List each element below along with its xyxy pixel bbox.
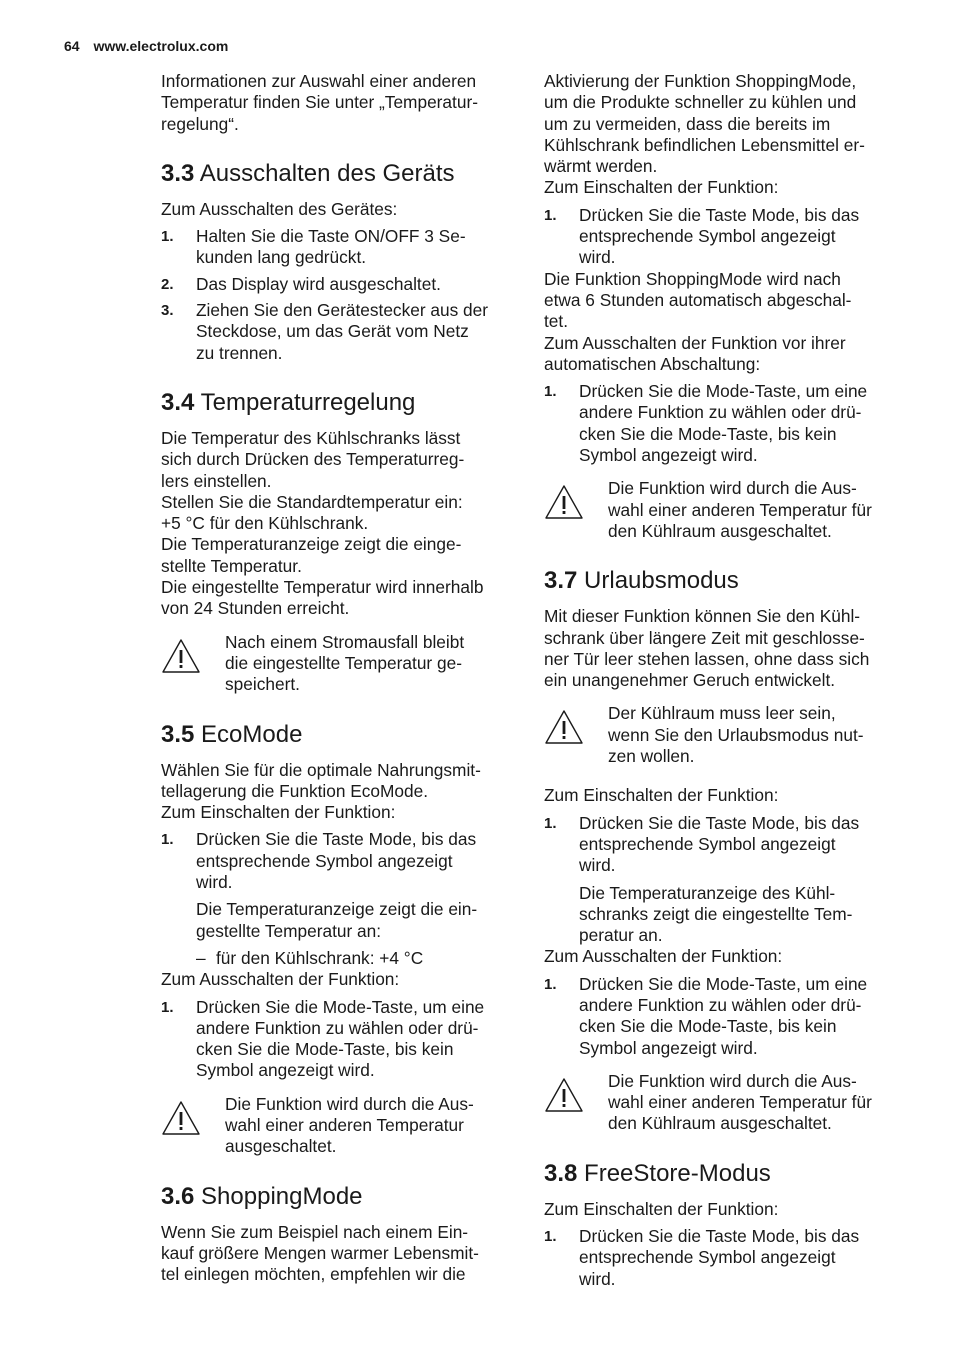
warning-note: Die Funktion wird durch die Aus- wahl einer anderen Temperatur für den Kühlraum ausgeschaltet.: [544, 478, 896, 542]
left-column: [161, 71, 513, 1285]
page-header: [64, 38, 228, 54]
right-column: [544, 71, 896, 1290]
list-item: 1. Drücken Sie die Mode-Taste, um eine andere Funktion zu wählen oder drü- cken Sie die Mode-Taste, bis kein Symbol angezeigt wird.: [161, 996, 485, 1081]
step-note: Die Temperaturanzeige des Kühl- schranks zeigt die eingestellte Tem- peratur an.: [579, 882, 853, 946]
intro-paragraph: Informationen zur Auswahl einer anderen Temperatur finden Sie unter „Temperatur- regelung“.: [161, 71, 478, 134]
paragraph: Aktivierung der Funktion ShoppingMode, um die Produkte schneller zu kühlen und um zu vermeiden, dass die bereits im Kühlschrank befindlichen Lebensmittel er- wärmt werden. Zum Einschalten der Funktion:: [544, 71, 865, 198]
warning-note: Die Funktion wird durch die Aus- wahl einer anderen Temperatur für den Kühlraum ausgeschaltet.: [544, 1071, 896, 1135]
section-heading-3-5: 3.5 EcoMode: [161, 720, 303, 748]
paragraph: Wählen Sie für die optimale Nahrungsmit- tellagerung die Funktion EcoMode. Zum Einschalten der Funktion:: [161, 759, 481, 823]
list-item: 1. Drücken Sie die Taste Mode, bis das entsprechende Symbol angezeigt wird.: [544, 204, 860, 268]
section-heading-3-7: 3.7 Urlaubsmodus: [544, 567, 739, 595]
paragraph: Die Funktion ShoppingMode wird nach etwa 6 Stunden automatisch abgeschal- tet. Zum Ausschalten der Funktion vor ihrer automatischen Abschaltung:: [544, 268, 852, 374]
paragraph: Die Temperatur des Kühlschranks lässt sich durch Drücken des Temperaturreg- lers einstellen. Stellen Sie die Standardtemperatur ein: +5 °C für den Kühlschrank. Die Temperaturanzeige zeigt die einge- stellte Temperatur. Die eingestellte Temperatur wird innerhalb von 24 Stunden erreicht.: [161, 427, 484, 619]
step-note: Die Temperaturanzeige zeigt die ein- gestellte Temperatur an:: [196, 899, 478, 941]
warning-icon: [544, 703, 608, 745]
paragraph: Wenn Sie zum Beispiel nach einem Ein- kauf größere Mengen warmer Lebensmit- tel einlegen möchten, empfehlen wir die: [161, 1221, 479, 1285]
page-number: 64: [64, 38, 80, 54]
warning-note: Der Kühlraum muss leer sein, wenn Sie den Urlaubsmodus nut- zen wollen.: [544, 703, 896, 767]
list-item: 3. Ziehen Sie den Gerätestecker aus der Steckdose, um das Gerät vom Netz zu trennen.: [161, 300, 489, 363]
list-item: 1. Halten Sie die Taste ON/OFF 3 Se- kunden lang gedrückt.: [161, 226, 466, 268]
warning-icon: [161, 1094, 225, 1136]
list-item: 1. Drücken Sie die Taste Mode, bis das entsprechende Symbol angezeigt wird.: [544, 1226, 860, 1289]
warning-note: Nach einem Stromausfall bleibt die eingestellte Temperatur ge- speichert.: [161, 632, 513, 696]
warning-icon: [544, 478, 608, 520]
instruction-intro: Zum Ausschalten der Funktion:: [161, 969, 400, 990]
instruction-intro: Zum Einschalten der Funktion:: [544, 785, 779, 806]
list-item: 1. Drücken Sie die Mode-Taste, um eine andere Funktion zu wählen oder drü- cken Sie die Mode-Taste, bis kein Symbol angezeigt wird.: [544, 381, 868, 466]
instruction-intro: Zum Ausschalten der Funktion:: [544, 946, 783, 967]
section-heading-3-4: 3.4 Temperaturregelung: [161, 388, 416, 416]
section-heading-3-8: 3.8 FreeStore-Modus: [544, 1159, 771, 1187]
warning-icon: [544, 1071, 608, 1113]
website-url: www.electrolux.com: [93, 38, 229, 54]
warning-icon: [161, 632, 225, 674]
warning-note: Die Funktion wird durch die Aus- wahl einer anderen Temperatur ausgeschaltet.: [161, 1094, 513, 1158]
list-item: 2. Das Display wird ausgeschaltet.: [161, 273, 441, 294]
dash-item: – für den Kühlschrank: +4 °C: [196, 947, 424, 968]
list-item: 1. Drücken Sie die Taste Mode, bis das entsprechende Symbol angezeigt wird.: [544, 812, 860, 876]
section-heading-3-3: 3.3 Ausschalten des Geräts: [161, 159, 455, 187]
instruction-intro: Zum Ausschalten des Gerätes:: [161, 198, 398, 219]
paragraph: Mit dieser Funktion können Sie den Kühl- schrank über längere Zeit mit geschlosse- ner Tür leer stehen lassen, ohne dass sich ein unangenehmer Geruch entwickelt.: [544, 606, 870, 691]
instruction-intro: Zum Einschalten der Funktion:: [544, 1198, 779, 1219]
section-heading-3-6: 3.6 ShoppingMode: [161, 1182, 363, 1210]
list-item: 1. Drücken Sie die Taste Mode, bis das entsprechende Symbol angezeigt wird.: [161, 829, 477, 893]
list-item: 1. Drücken Sie die Mode-Taste, um eine andere Funktion zu wählen oder drü- cken Sie die Mode-Taste, bis kein Symbol angezeigt wird.: [544, 973, 868, 1058]
